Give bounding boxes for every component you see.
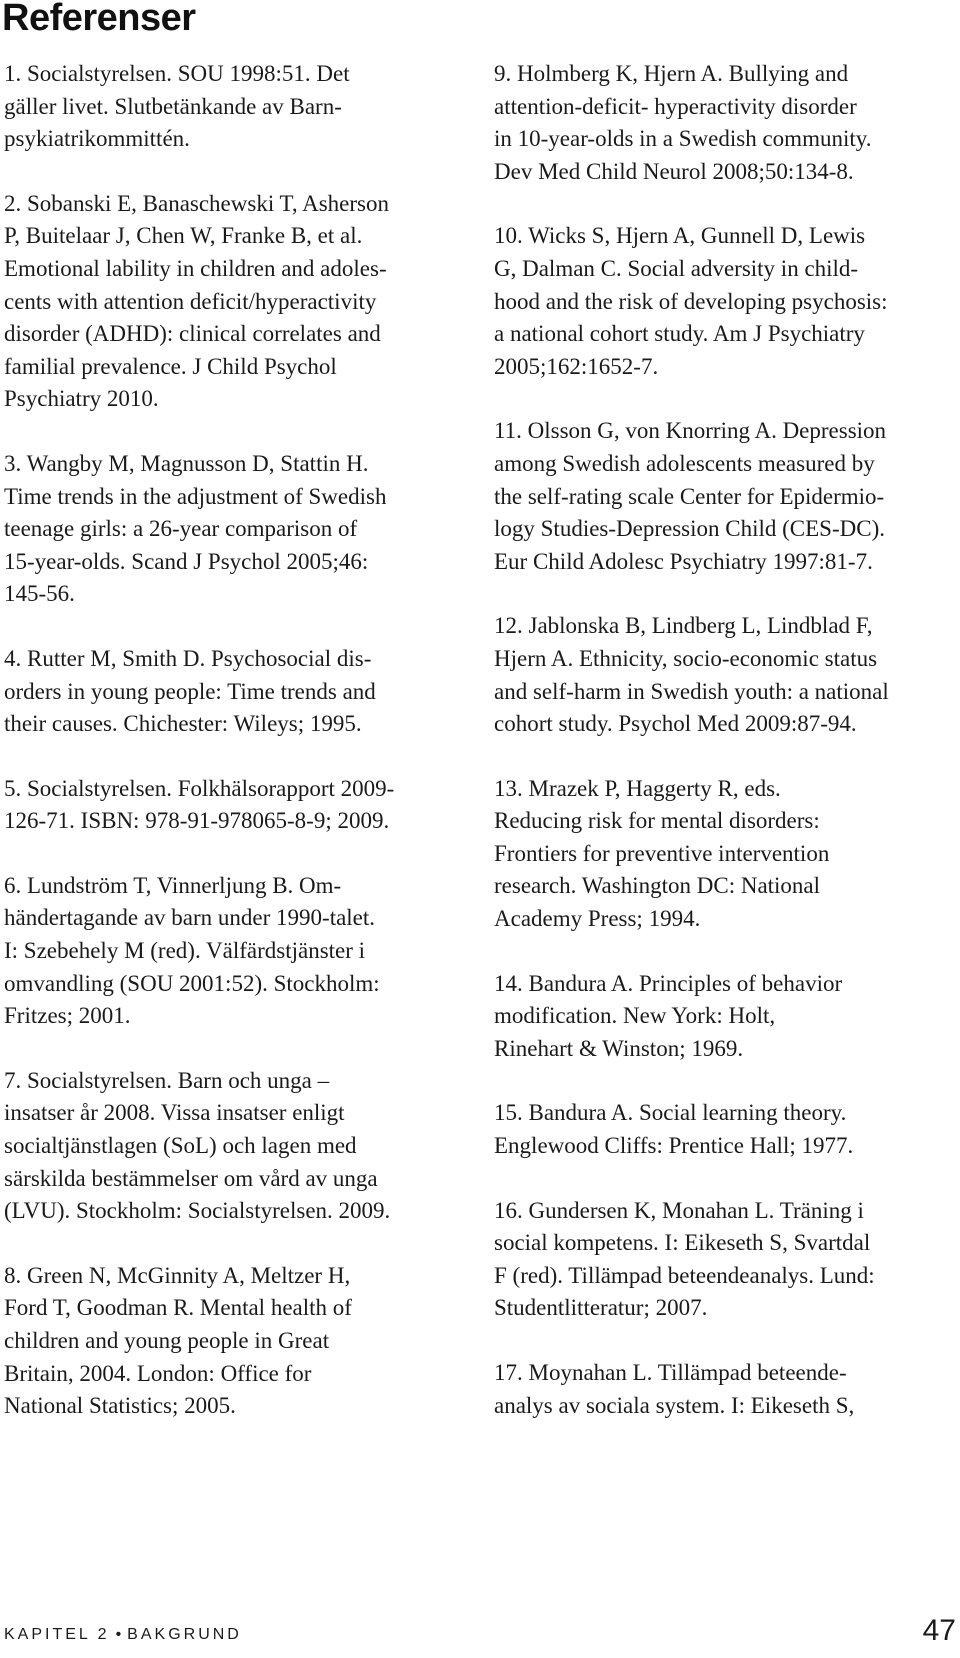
reference-number: 7.	[4, 1067, 22, 1093]
reference-text: Holmberg K, Hjern A. Bullying and	[517, 61, 849, 86]
reference-line	[4, 91, 464, 124]
reference-line	[4, 643, 464, 676]
reference-number: 5.	[4, 775, 22, 801]
reference-line	[4, 773, 464, 806]
reference-line	[494, 58, 956, 91]
reference-item	[4, 1260, 464, 1423]
reference-text: Lundström T, Vinnerljung B. Om-	[27, 872, 342, 898]
reference-text: Socialstyrelsen. Folkhälsorapport 2009-	[27, 775, 395, 801]
reference-text: cohort study. Psychol Med 2009:87-94.	[494, 711, 857, 737]
reference-text: Socialstyrelsen. SOU 1998:51. Det	[27, 61, 350, 86]
reference-line	[4, 383, 464, 416]
reference-number: 10.	[494, 223, 523, 249]
reference-line	[494, 91, 956, 124]
reference-line	[4, 1260, 464, 1293]
reference-text: social kompetens. I: Eikeseth S, Svartdal	[494, 1230, 871, 1256]
reference-line	[4, 1130, 464, 1163]
reference-text: analys av sociala system. I: Eikeseth S,	[494, 1392, 855, 1418]
reference-line	[494, 1195, 956, 1228]
reference-text: P, Buitelaar J, Chen W, Franke B, et al.	[4, 223, 363, 249]
reference-line	[4, 805, 464, 838]
reference-line	[4, 968, 464, 1001]
reference-text: Time trends in the adjustment of Swedish	[4, 483, 387, 509]
reference-line	[494, 415, 956, 448]
reference-text: Studentlitteratur; 2007.	[494, 1295, 708, 1321]
reference-text: Frontiers for preventive intervention	[494, 840, 830, 866]
reference-text: Sobanski E, Banaschewski T, Asherson	[27, 190, 390, 216]
reference-text: Dev Med Child Neurol 2008;50:134-8.	[494, 158, 854, 184]
reference-text: 145-56.	[4, 581, 75, 607]
reference-text: Jablonska B, Lindberg L, Lindblad F,	[528, 613, 873, 639]
reference-line	[494, 1033, 956, 1066]
reference-text: Englewood Cliffs: Prentice Hall; 1977.	[494, 1133, 854, 1159]
reference-line	[4, 286, 464, 319]
reference-item	[494, 1357, 956, 1422]
reference-text: gäller livet. Slutbetänkande av Barn-	[4, 93, 342, 119]
reference-text: I: Szebehely M (red). Välfärdstjänster i	[4, 938, 366, 964]
reference-number: 4.	[4, 645, 22, 671]
reference-text: their causes. Chichester: Wileys; 1995.	[4, 711, 362, 737]
reference-text: 2005;162:1652-7.	[494, 353, 659, 379]
reference-text: Fritzes; 2001.	[4, 1003, 131, 1029]
reference-number: 11.	[494, 418, 522, 444]
reference-text: 126-71. ISBN: 978-91-978065-8-9; 2009.	[4, 808, 390, 834]
reference-text: G, Dalman C. Social adversity in child-	[494, 255, 859, 281]
reference-text: hood and the risk of developing psychosis:	[494, 288, 888, 314]
reference-item	[4, 188, 464, 416]
footer-chapter-label	[4, 1626, 242, 1644]
reference-text: in 10-year-olds in a Swedish community.	[494, 126, 872, 152]
reference-line	[4, 123, 464, 156]
reference-line	[494, 968, 956, 1001]
reference-text: Mrazek P, Haggerty R, eds.	[528, 775, 781, 801]
reference-line	[494, 351, 956, 384]
reference-text: teenage girls: a 26-year comparison of	[4, 516, 358, 542]
references-right-column	[494, 58, 956, 1454]
reference-line	[494, 1260, 956, 1293]
reference-line	[494, 1130, 956, 1163]
reference-line	[494, 838, 956, 871]
reference-number: 8.	[4, 1262, 22, 1288]
reference-line	[494, 1390, 956, 1423]
reference-text: and self-harm in Swedish youth: a national	[494, 678, 889, 704]
reference-line	[4, 902, 464, 935]
reference-text: Eur Child Adolesc Psychiatry 1997:81-7.	[494, 548, 873, 574]
reference-line	[494, 546, 956, 579]
reference-text: modification. New York: Holt,	[494, 1003, 776, 1029]
reference-text: Gundersen K, Monahan L. Träning i	[528, 1197, 864, 1223]
reference-text: familial prevalence. J Child Psychol	[4, 353, 337, 379]
page-title: Referenser	[2, 0, 196, 39]
reference-text: 15-year-olds. Scand J Psychol 2005;46:	[4, 548, 369, 574]
reference-text: F (red). Tillämpad beteendeanalys. Lund:	[494, 1262, 875, 1288]
reference-text: Rutter M, Smith D. Psychosocial dis-	[27, 645, 372, 671]
reference-number: 2.	[4, 190, 22, 216]
reference-item	[4, 643, 464, 741]
reference-text: omvandling (SOU 2001:52). Stockholm:	[4, 970, 380, 996]
reference-line	[4, 1292, 464, 1325]
reference-line	[494, 708, 956, 741]
reference-number: 17.	[494, 1360, 523, 1385]
reference-item	[4, 870, 464, 1033]
reference-line	[4, 578, 464, 611]
reference-number: 3.	[4, 450, 22, 476]
reference-line	[4, 188, 464, 221]
reference-line	[4, 481, 464, 514]
reference-number: 14.	[494, 970, 523, 996]
reference-line	[4, 1097, 464, 1130]
reference-line	[4, 546, 464, 579]
reference-line	[494, 1292, 956, 1325]
reference-item	[4, 448, 464, 611]
reference-text: disorder (ADHD): clinical correlates and	[4, 321, 381, 347]
reference-number: 16.	[494, 1197, 523, 1223]
reference-line	[494, 1357, 956, 1390]
reference-number: 1.	[4, 61, 22, 86]
reference-text: psykiatrikommittén.	[4, 126, 190, 152]
reference-line	[4, 676, 464, 709]
reference-text: Bandura A. Principles of behavior	[528, 970, 843, 996]
reference-line	[4, 513, 464, 546]
reference-text: cents with attention deficit/hyperactivity	[4, 288, 377, 314]
reference-text: insatser år 2008. Vissa insatser enligt	[4, 1100, 345, 1126]
reference-text: among Swedish adolescents measured by	[494, 450, 875, 476]
reference-item	[4, 1065, 464, 1228]
reference-text: Psychiatry 2010.	[4, 386, 159, 412]
reference-line	[4, 351, 464, 384]
reference-line	[494, 156, 956, 189]
reference-line	[4, 1000, 464, 1033]
reference-text: Olsson G, von Knorring A. Depression	[527, 418, 887, 444]
reference-item	[4, 773, 464, 838]
reference-text: Emotional lability in children and adoles-	[4, 255, 387, 281]
reference-line	[494, 481, 956, 514]
reference-text: Rinehart & Winston; 1969.	[494, 1035, 744, 1061]
reference-item	[494, 58, 956, 188]
reference-text: särskilda bestämmelser om vård av unga	[4, 1165, 378, 1191]
reference-item	[494, 415, 956, 578]
reference-number: 15.	[494, 1100, 523, 1126]
reference-number: 13.	[494, 775, 523, 801]
reference-text: Green N, McGinnity A, Meltzer H,	[27, 1262, 351, 1288]
reference-line	[4, 1163, 464, 1196]
reference-line	[494, 220, 956, 253]
reference-line	[494, 676, 956, 709]
reference-text: Britain, 2004. London: Office for	[4, 1360, 312, 1386]
reference-text: Academy Press; 1994.	[494, 906, 701, 932]
reference-line	[4, 1325, 464, 1358]
reference-line	[4, 1195, 464, 1228]
reference-text: children and young people in Great	[4, 1328, 330, 1353]
reference-line	[494, 1227, 956, 1260]
reference-text: Hjern A. Ethnicity, socio-economic status	[494, 645, 878, 671]
reference-line	[4, 253, 464, 286]
reference-line	[4, 870, 464, 903]
reference-text: the self-rating scale Center for Epidermio-	[494, 483, 885, 509]
reference-line	[4, 448, 464, 481]
reference-text: a national cohort study. Am J Psychiatry	[494, 321, 865, 347]
reference-text: Reducing risk for mental disorders:	[494, 808, 820, 834]
reference-text: Bandura A. Social learning theory.	[528, 1100, 847, 1126]
page-number: 47	[922, 1614, 956, 1647]
reference-number: 9.	[494, 61, 512, 86]
reference-item	[494, 220, 956, 383]
reference-text: Wicks S, Hjern A, Gunnell D, Lewis	[528, 223, 866, 249]
reference-line	[494, 513, 956, 546]
reference-line	[494, 805, 956, 838]
reference-text: Socialstyrelsen. Barn och unga –	[27, 1067, 330, 1093]
reference-item	[494, 1195, 956, 1325]
reference-line	[4, 935, 464, 968]
reference-item	[494, 610, 956, 740]
reference-line	[4, 1065, 464, 1098]
reference-line	[494, 123, 956, 156]
reference-line	[494, 1097, 956, 1130]
reference-line	[494, 870, 956, 903]
reference-line	[4, 58, 464, 91]
reference-text: händertagande av barn under 1990-talet.	[4, 905, 376, 931]
reference-text: attention-deficit- hyperactivity disorder	[494, 93, 857, 119]
reference-text: (LVU). Stockholm: Socialstyrelsen. 2009.	[4, 1198, 391, 1224]
reference-line	[494, 318, 956, 351]
reference-line	[4, 1390, 464, 1423]
reference-number: 12.	[494, 613, 523, 639]
footer-chapter-name: BAKGRUND	[127, 1626, 242, 1643]
reference-text: Ford T, Goodman R. Mental health of	[4, 1295, 352, 1321]
reference-item	[494, 968, 956, 1066]
reference-text: research. Washington DC: National	[494, 873, 821, 899]
reference-item	[494, 773, 956, 936]
footer-chapter-number: KAPITEL 2	[4, 1626, 110, 1643]
reference-line	[494, 448, 956, 481]
reference-line	[4, 708, 464, 741]
reference-line	[494, 643, 956, 676]
reference-line	[494, 286, 956, 319]
reference-number: 6.	[4, 872, 22, 898]
reference-text: orders in young people: Time trends and	[4, 678, 376, 704]
reference-line	[4, 1358, 464, 1391]
reference-text: logy Studies-Depression Child (CES-DC).	[494, 516, 885, 542]
reference-text: Moynahan L. Tillämpad beteende-	[528, 1360, 847, 1385]
reference-line	[494, 253, 956, 286]
references-left-column	[4, 58, 464, 1455]
reference-line	[494, 610, 956, 643]
reference-line	[4, 220, 464, 253]
reference-line	[4, 318, 464, 351]
reference-text: socialtjänstlagen (SoL) och lagen med	[4, 1133, 357, 1159]
reference-item	[4, 58, 464, 156]
reference-line	[494, 903, 956, 936]
reference-line	[494, 773, 956, 806]
reference-item	[494, 1097, 956, 1162]
footer-bullet: •	[115, 1626, 122, 1643]
reference-text: Wangby M, Magnusson D, Stattin H.	[26, 450, 369, 476]
reference-text: National Statistics; 2005.	[4, 1393, 236, 1419]
reference-line	[494, 1000, 956, 1033]
